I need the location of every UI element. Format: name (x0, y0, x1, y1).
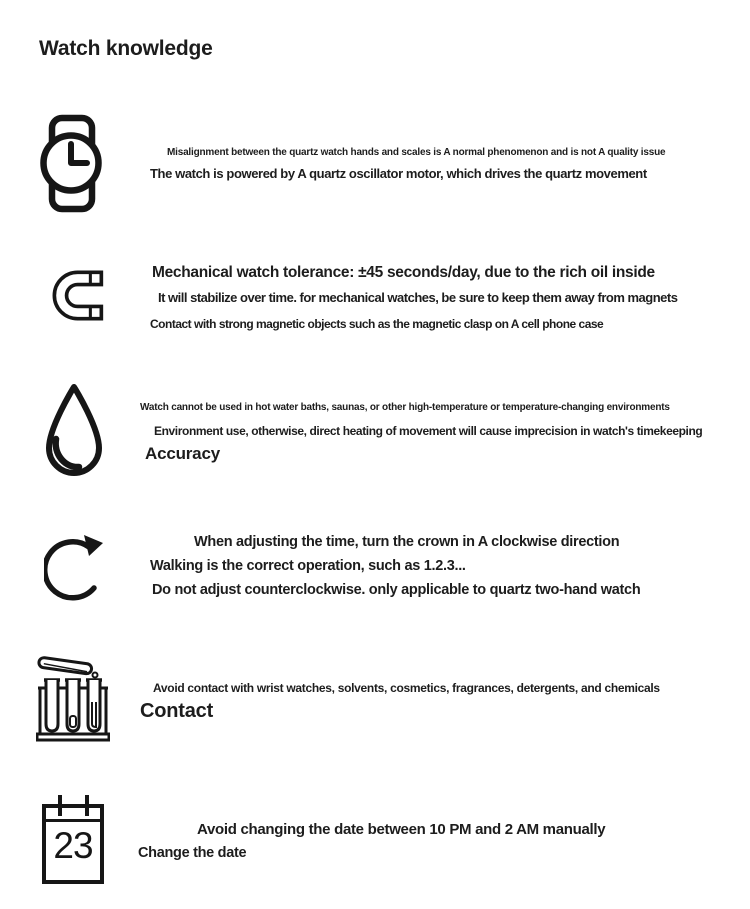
section-note: Avoid contact with wrist watches, solvents, cosmetics, fragrances, detergents, and chemicals (153, 681, 660, 695)
calendar-icon (42, 804, 104, 884)
section-heading: Accuracy (145, 444, 220, 463)
calendar-header (46, 808, 100, 822)
section-text: Do not adjust counterclockwise. only applicable to quartz two-hand watch (152, 582, 641, 598)
water-drop-icon (42, 381, 106, 478)
section-text: Environment use, otherwise, direct heating of movement will cause imprecision in watch's timekeeping (154, 424, 703, 438)
section-note: Misalignment between the quartz watch hands and scales is A normal phenomenon and is not A quality issue (167, 147, 666, 158)
section-heading: Contact (140, 700, 214, 722)
section-note: Contact with strong magnetic objects such as the magnetic clasp on A cell phone case (150, 317, 604, 331)
calendar-day: 23 (53, 825, 93, 866)
section-note: Watch cannot be used in hot water baths, saunas, or other high-temperature or temperature-changing environments (140, 402, 670, 413)
section-text: Change the date (138, 845, 247, 861)
calendar-ring-icon (85, 795, 89, 816)
calendar-ring-icon (58, 795, 62, 816)
section-text: The watch is powered by A quartz oscillator motor, which drives the quartz movement (150, 166, 647, 181)
clockwise-arrow-icon (44, 528, 106, 604)
magnet-icon (44, 268, 105, 323)
watch-icon (40, 114, 104, 213)
section-headline: Mechanical watch tolerance: ±45 seconds/day, due to the rich oil inside (152, 264, 655, 281)
section-text: Walking is the correct operation, such as 1.2.3... (150, 558, 466, 574)
section-headline: Avoid changing the date between 10 PM and 2 AM manually (197, 821, 606, 838)
test-tubes-icon (36, 650, 110, 742)
section-headline: When adjusting the time, turn the crown in A clockwise direction (194, 534, 620, 550)
page-title: Watch knowledge (39, 37, 213, 60)
section-text: It will stabilize over time. for mechanical watches, be sure to keep them away from magnets (158, 290, 678, 305)
